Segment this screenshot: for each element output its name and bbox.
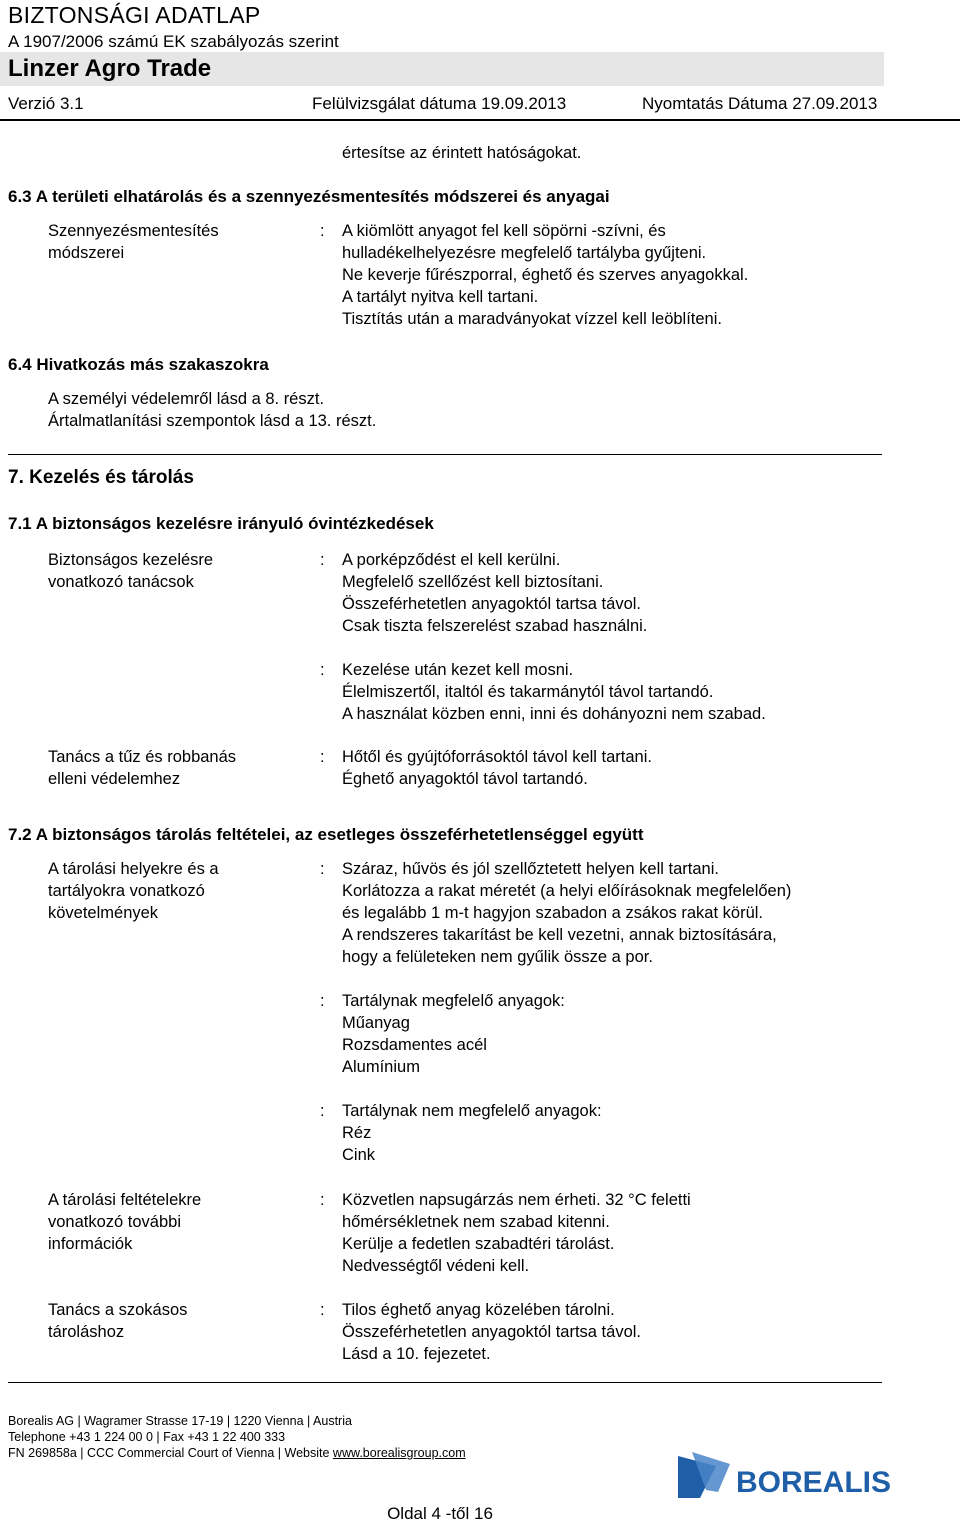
logo-text: BOREALIS — [736, 1466, 892, 1498]
field-colon: : — [320, 860, 325, 878]
field-label: Biztonságos kezelésre vonatkozó tanácsok — [48, 551, 214, 591]
print-date: Nyomtatás Dátuma 27.09.2013 — [642, 94, 878, 113]
field-colon: : — [320, 992, 325, 1010]
section-7-2-heading: 7.2 A biztonságos tárolás feltételei, az esetleges összeférhetetlenséggel együtt — [8, 825, 644, 844]
website-link[interactable]: www.borealisgroup.com — [332, 1446, 466, 1460]
section-7-heading: 7. Kezelés és tárolás — [8, 467, 194, 488]
field-colon: : — [320, 1191, 325, 1209]
field-colon: : — [320, 222, 325, 240]
field-value: Közvetlen napsugárzás nem érheti. 32 °C feletti hőmérsékletnek nem szabad kitenni. Kerülje a fedetlen szabadtéri tárolást. Nedvességtől védeni kell. — [342, 1191, 691, 1275]
borealis-logo — [678, 1452, 954, 1498]
field-value: Hőtől és gyújtóforrásoktól távol kell tartani. Éghető anyagoktól távol tartandó. — [342, 748, 652, 788]
footer-registration: FN 269858a | CCC Commercial Court of Vienna | Website www.borealisgroup.com — [8, 1446, 466, 1460]
field-colon: : — [320, 551, 325, 569]
field-value: A kiömlött anyagot fel kell söpörni -szívni, és hulladékelhelyezésre megfelelő tartályba gyűjteni. Ne keverje fűrészporral, éghető és szerves anyagokkal. A tartályt nyitva kell tartani. Tisztítás után a maradványokat vízzel kell leöblíteni. — [342, 222, 749, 328]
field-value: Tartálynak nem megfelelő anyagok: Réz Cink — [342, 1102, 602, 1164]
field-label: Szennyezésmentesítés módszerei — [48, 222, 219, 262]
field-label: A tárolási feltételekre vonatkozó további információk — [48, 1191, 202, 1253]
page-number: Oldal 4 -től 16 — [387, 1504, 493, 1523]
continued-text: értesítse az érintett hatóságokat. — [342, 144, 582, 162]
section-6-4-heading: 6.4 Hivatkozás más szakaszokra — [8, 355, 269, 374]
field-label: A tárolási helyekre és a tartályokra vonatkozó követelmények — [48, 860, 219, 922]
field-colon: : — [320, 748, 325, 766]
field-value: Tartálynak megfelelő anyagok: Műanyag Rozsdamentes acél Alumínium — [342, 992, 565, 1076]
company-name: Linzer Agro Trade — [8, 55, 212, 82]
field-colon: : — [320, 1301, 325, 1319]
regulation-subtitle: A 1907/2006 számú EK szabályozás szerint — [8, 32, 339, 51]
section-6-3-heading: 6.3 A területi elhatárolás és a szennyezésmentesítés módszerei és anyagai — [8, 187, 610, 206]
section-divider — [8, 454, 882, 455]
version: Verzió 3.1 — [8, 94, 84, 113]
document-title: BIZTONSÁGI ADATLAP — [8, 2, 261, 28]
field-value: A porképződést el kell kerülni. Megfelelő szellőzést kell biztosítani. Összeférhetetlen anyagoktól tartsa távol. Csak tiszta felszerelést szabad használni. — [342, 551, 648, 635]
field-label: Tanács a tűz és robbanás elleni védelemhez — [48, 748, 237, 788]
company-bar — [0, 52, 884, 86]
footer-address: Borealis AG | Wagramer Strasse 17-19 | 1220 Vienna | Austria — [8, 1414, 352, 1428]
section-6-4-text: A személyi védelemről lásd a 8. részt. Ártalmatlanítási szempontok lásd a 13. részt. — [48, 390, 377, 430]
field-colon: : — [320, 661, 325, 679]
footer-divider — [8, 1382, 882, 1383]
field-label: Tanács a szokásos tároláshoz — [48, 1301, 188, 1341]
header-rule — [0, 119, 960, 121]
footer-phone: Telephone +43 1 224 00 0 | Fax +43 1 22 400 333 — [8, 1430, 286, 1444]
field-value: Tilos éghető anyag közelében tárolni. Összeférhetetlen anyagoktól tartsa távol. Lásd a 10. fejezetet. — [342, 1301, 641, 1363]
field-colon: : — [320, 1102, 325, 1120]
section-7-1-heading: 7.1 A biztonságos kezelésre irányuló óvintézkedések — [8, 514, 434, 533]
revision-date: Felülvizsgálat dátuma 19.09.2013 — [312, 94, 567, 113]
field-value: Kezelése után kezet kell mosni. Élelmiszertől, italtól és takarmánytól távol tartandó. A használat közben enni, inni és dohányozni nem szabad. — [342, 661, 766, 723]
field-value: Száraz, hűvös és jól szellőztetett helyen kell tartani. Korlátozza a rakat méretét (a helyi előírásoknak megfelelően) és legalább 1 m-t hagyjon szabadon a zsákos rakat körül. A rendszeres takarítást be kell vezetni, annak biztosítására, hogy a felületeken nem gyűlik össze a por. — [342, 860, 792, 966]
